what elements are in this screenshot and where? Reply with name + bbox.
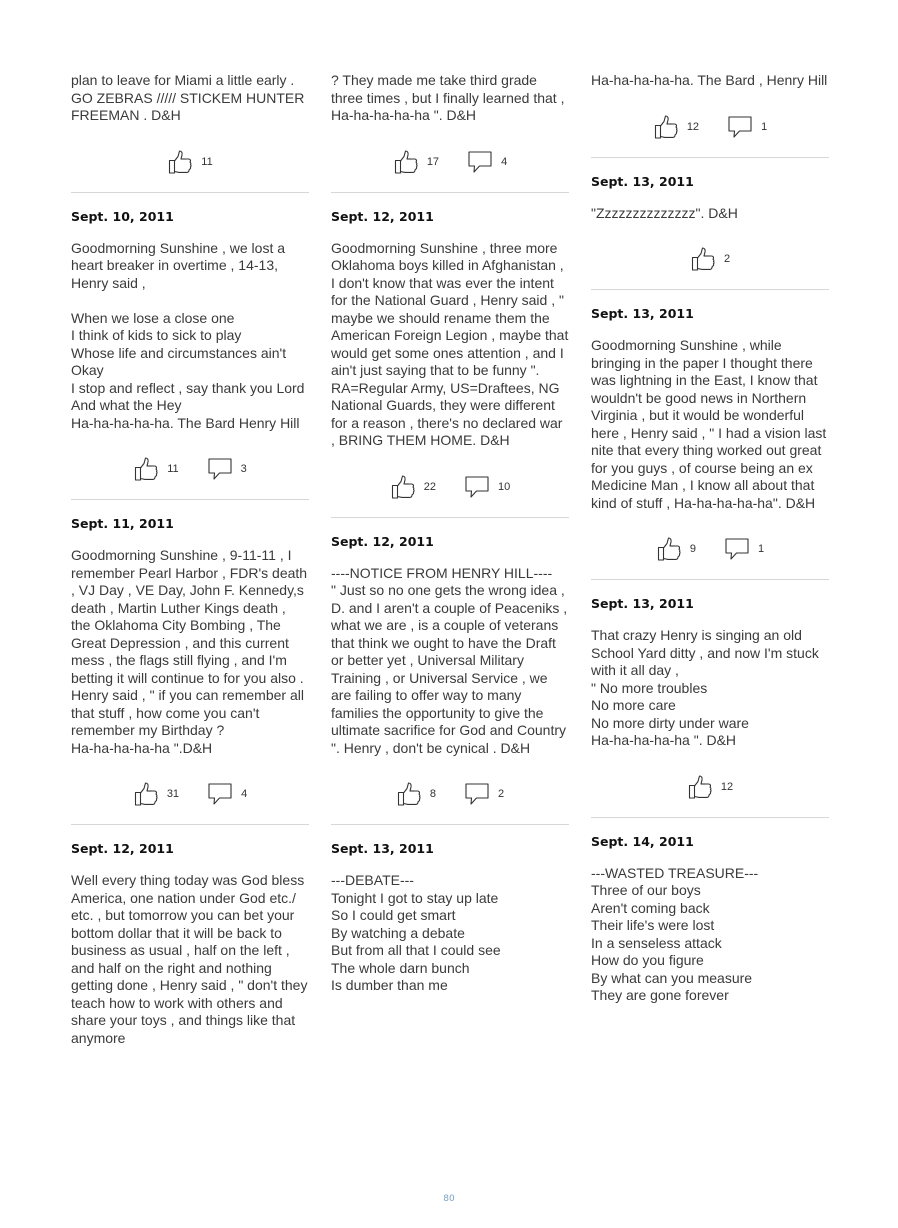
thumbs-up-icon (396, 781, 422, 807)
post (591, 834, 829, 1005)
speech-bubble-icon (207, 457, 233, 481)
post-date: Sept. 14, 2011 (591, 833, 694, 849)
comment-button[interactable] (467, 150, 507, 174)
like-count: 17 (426, 155, 440, 168)
column-1 (71, 72, 312, 1047)
post-text: That crazy Henry is singing an old School Yard ditty , and now I'm stuck with it all day , " No more troubles No more care No more dirty under ware Ha-ha-ha-ha-ha ". D&H (591, 627, 819, 748)
thumbs-up-icon (390, 474, 416, 500)
like-button[interactable] (396, 781, 436, 807)
comment-button[interactable] (207, 782, 247, 806)
like-count: 9 (689, 543, 696, 555)
post-date: Sept. 13, 2011 (591, 173, 694, 189)
divider (591, 157, 829, 158)
post-text: ---WASTED TREASURE--- Three of our boys Aren't coming back Their life's were lost In a senseless attack How do you figure By what can you measure They are gone forever (591, 864, 759, 1003)
speech-bubble-icon (727, 115, 753, 139)
thumbs-up-icon (687, 774, 713, 800)
like-count: 8 (429, 788, 436, 800)
post (71, 516, 309, 825)
post-date: Sept. 12, 2011 (331, 208, 434, 224)
speech-bubble-icon (207, 782, 233, 806)
like-count: 12 (720, 780, 734, 793)
divider (71, 499, 309, 500)
like-button[interactable] (687, 774, 733, 800)
post-date: Sept. 12, 2011 (331, 533, 434, 549)
post (591, 174, 829, 291)
comment-count: 2 (498, 788, 505, 800)
reaction-bar (331, 150, 569, 174)
thumbs-up-icon (167, 149, 193, 175)
divider (591, 579, 829, 580)
like-count: 22 (423, 480, 436, 493)
comment-count: 10 (498, 480, 511, 493)
thumbs-up-icon (690, 246, 716, 272)
thumbs-up-icon (133, 456, 159, 482)
like-button[interactable] (390, 474, 436, 500)
divider (331, 824, 569, 825)
post-text-continued: ? They made me take third grade three times , but I finally learned that , Ha-ha-ha-ha-ha ". D&H (331, 72, 569, 123)
comment-button[interactable] (464, 475, 510, 499)
post-text: ----NOTICE FROM HENRY HILL---- " Just so no one gets the wrong idea , D. and I aren't a couple of Peaceniks , what we are , is a couple of veterans that think we ought to have the Draft or better yet , Universal Military Training , or Universal Service , we are failing to offer way to many families the opportunity to give the ultimate sacrifice for God and Country ". Henry , don't be cynical . D&H (331, 564, 568, 756)
speech-bubble-icon (464, 782, 490, 806)
post-text-continued: Ha-ha-ha-ha-ha. The Bard , Henry Hill (591, 72, 828, 88)
comment-button[interactable] (727, 115, 767, 139)
divider (591, 289, 829, 290)
divider (71, 824, 309, 825)
divider (591, 817, 829, 818)
like-count: 12 (686, 120, 700, 133)
post-text: "Zzzzzzzzzzzzzz". D&H (591, 204, 738, 221)
post-date: Sept. 12, 2011 (71, 841, 174, 856)
post-text: Goodmorning Sunshine , while bringing in the paper I thought there was lightning in the East, I know that wouldn't be good news in Northern Virginia , but it would be wonderful here , Henry said , " I had a vision last nite that every thing worked out great for you guys , of course being an ex Medicine Man , I know all about that kind of stuff , Ha-ha-ha-ha-ha". D&H (591, 337, 831, 511)
like-count: 11 (167, 463, 179, 475)
like-button[interactable] (393, 149, 439, 175)
post (591, 596, 829, 818)
post (331, 208, 573, 518)
comment-count: 1 (761, 120, 768, 133)
post (331, 534, 569, 826)
comment-count: 4 (241, 788, 248, 800)
reaction-bar (331, 782, 569, 806)
post-text-continued: plan to leave for Miami a little early . GO ZEBRAS ///// STICKEM HUNTER FREEMAN . D&H (71, 72, 309, 123)
like-button[interactable] (133, 781, 179, 807)
like-button[interactable] (133, 456, 178, 482)
column-3 (591, 72, 829, 1005)
reaction-bar (591, 775, 829, 799)
post-date: Sept. 13, 2011 (331, 841, 434, 856)
comment-count: 4 (501, 155, 508, 168)
post-text: Goodmorning Sunshine , three more Oklahoma boys killed in Afghanistan , I don't know that was ever the intent for the National Guard , Henry said , " maybe we should rename them the American Foreign Legion , maybe that would get some ones attention , and I ain't just saying that to be funny ". RA=Regular Army, US=Draftees, NG National Guards, they were different for a reason , there's no declared war , BRING THEM HOME. D&H (331, 239, 573, 448)
like-button[interactable] (690, 246, 730, 272)
reaction-bar (71, 782, 309, 806)
post-text: Goodmorning Sunshine , we lost a heart breaker in overtime , 14-13, Henry said , When we lose a close one I think of kids to sick to play Whose life and circumstances ain't Okay I stop and reflect , say thank you Lord And what the Hey Ha-ha-ha-ha-ha. The Bard Henry Hill (71, 239, 305, 431)
thumbs-up-icon (133, 781, 159, 807)
reaction-bar (591, 115, 829, 139)
like-button[interactable] (653, 114, 699, 140)
comment-button[interactable] (724, 537, 764, 561)
comment-button[interactable] (464, 782, 504, 806)
column-2 (331, 72, 573, 995)
divider (331, 192, 569, 193)
like-button[interactable] (167, 149, 212, 175)
like-button[interactable] (656, 536, 696, 562)
post-date: Sept. 11, 2011 (71, 516, 174, 531)
post (71, 209, 309, 501)
reaction-bar (71, 457, 309, 481)
like-count: 31 (166, 788, 180, 800)
post-text: ---DEBATE--- Tonight I got to stay up late So I could get smart By watching a debate But from all that I could see The whole darn bunch Is dumber than me (331, 872, 501, 993)
post (71, 841, 312, 1047)
post-date: Sept. 13, 2011 (591, 596, 694, 611)
reaction-bar (331, 475, 569, 499)
reaction-bar (591, 537, 829, 561)
post-date: Sept. 13, 2011 (591, 306, 694, 321)
page-number: 80 (443, 1194, 455, 1204)
like-count: 11 (201, 155, 213, 168)
speech-bubble-icon (467, 150, 493, 174)
reaction-bar (591, 247, 829, 271)
divider (331, 517, 569, 518)
post-text: Well every thing today was God bless America, one nation under God etc./ etc. , but tomorrow you can bet your bottom dollar that it will be back to business as usual , half on the left , and half on the right and nothing getting done , Henry said , " don't they teach how to work with others and share your toys , and things like that anymore (71, 872, 312, 1046)
post (331, 841, 569, 995)
thumbs-up-icon (656, 536, 682, 562)
speech-bubble-icon (724, 537, 750, 561)
comment-count: 1 (758, 543, 765, 555)
post (591, 306, 829, 580)
thumbs-up-icon (393, 149, 419, 175)
post-date: Sept. 10, 2011 (71, 208, 174, 224)
like-count: 2 (723, 253, 731, 265)
comment-count: 3 (240, 463, 247, 475)
comment-button[interactable] (207, 457, 247, 481)
speech-bubble-icon (464, 475, 490, 499)
thumbs-up-icon (653, 114, 679, 140)
divider (71, 192, 309, 193)
reaction-bar (71, 150, 309, 174)
post-text: Goodmorning Sunshine , 9-11-11 , I remember Pearl Harbor , FDR's death , VJ Day , VE Day, John F. Kennedy,s death , Martin Luther Kings death , the Oklahoma City Bombing , The Great Depression , and this current mess , the flags still flying , and I'm betting it will continue to for you also . Henry said , " if you can remember all that stuff , how come you can't remember my Birthday ? Ha-ha-ha-ha-ha ".D&H (71, 547, 308, 756)
